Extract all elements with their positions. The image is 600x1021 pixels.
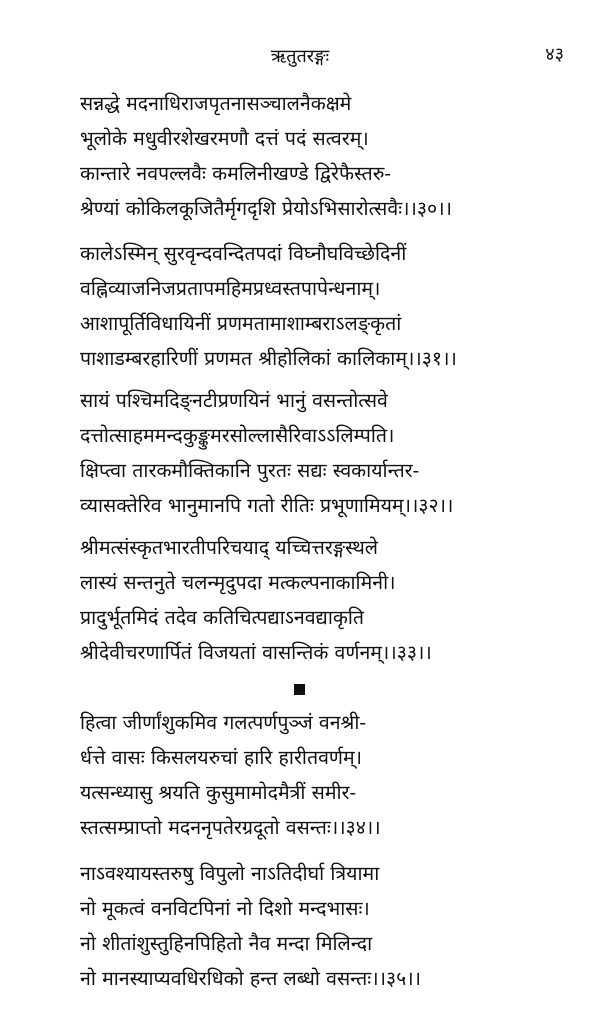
- verse-34: [80, 705, 550, 845]
- verse-line: हित्वा जीर्णांशुकमिव गलत्पर्णपुञ्जं वनश्री-: [80, 711, 366, 734]
- verse-30: [80, 86, 550, 226]
- verse-line: दत्तोत्साहममन्दकुङ्कुमरसोल्लासैरिवाऽऽलिम्पति।: [80, 424, 395, 447]
- verse-32: [80, 383, 550, 523]
- verse-line: भूलोके मधुवीरशेखरमणौ दत्तं पदं सत्वरम्।: [80, 127, 369, 150]
- verse-35: [80, 856, 550, 996]
- verse-31: [80, 236, 550, 376]
- verse-line: क्षिप्त्वा तारकमौक्तिकानि पुरतः सद्यः स्वकार्यान्तर-: [80, 459, 420, 482]
- verse-line: र्धत्ते वासः किसलयरुचां हारि हारीतवर्णम्।: [80, 746, 363, 769]
- section-separator-square: [294, 684, 305, 695]
- verse-line: नो शीतांशुस्तुहिनपिहितो नैव मन्दा मिलिन्दा: [80, 932, 373, 955]
- verse-line: नो मूकत्वं वनविटपिनां नो दिशो मन्दभासः।: [80, 897, 370, 920]
- page-number: ४३: [545, 44, 564, 65]
- verse-line: नो मानस्याप्यवधिरधिको हन्त लब्धो वसन्तः।।३५।।: [80, 967, 422, 990]
- verse-line: लास्यं सन्तनुते चलन्मृदुपदा मत्कल्पनाकामिनी।: [80, 571, 396, 594]
- running-head: ऋतुतरङ्गः: [270, 46, 330, 67]
- verse-line: श्रीदेवीचरणार्पितं विजयतां वासन्तिकं वर्णनम्।।३३।।: [80, 641, 432, 664]
- verse-line: वह्निव्याजनिजप्रतापमहिमप्रध्वस्तपापेन्धनाम्।: [80, 277, 381, 300]
- verse-line: श्रेण्यां कोकिलकूजितैर्मृगदृशि प्रेयोऽभिसारोत्सवैः।।३०।।: [80, 197, 452, 220]
- verse-line: नाऽवश्यायस्तरुषु विपुलो नाऽतिदीर्घा त्रियामा: [80, 862, 380, 885]
- verse-line: कान्तारे नवपल्लवैः कमलिनीखण्डे द्विरेफैस्तरु-: [80, 162, 391, 185]
- verse-line: प्रादुर्भूतमिदं तदेव कतिचित्पद्याऽनवद्याकृति: [80, 606, 365, 629]
- verse-line: सन्नद्धे मदनाधिराजपृतनासञ्चालनैकक्षमे: [80, 92, 352, 115]
- verse-line: स्तत्सम्प्राप्तो मदननृपतेरग्रदूतो वसन्तः।।३४।।: [80, 816, 381, 839]
- verse-line: पाशाडम्बरहारिणीं प्रणमत श्रीहोलिकां कालिकाम्।।३१।।: [80, 347, 457, 370]
- verse-33: [80, 530, 550, 670]
- verse-line: सायं पश्चिमदिङ्नटीप्रणयिनं भानुं वसन्तोत्सवे: [80, 389, 388, 412]
- verse-line: कालेऽस्मिन् सुरवृन्दवन्दितपदां विघ्नौघविच्छेदिनीं: [80, 242, 407, 265]
- verse-line: यत्सन्ध्यासु श्रयति कुसुमामोदमैत्रीं समीर-: [80, 781, 357, 804]
- verse-line: श्रीमत्संस्कृतभारतीपरिचयाद् यच्चित्तरङ्गस्थले: [80, 536, 379, 559]
- verse-line: आशापूर्तिविधायिनीं प्रणमतामाशाम्बराऽलङ्कृतां: [80, 312, 402, 335]
- verse-line: व्यासक्तेरिव भानुमानपि गतो रीतिः प्रभूणामियम्।।३२।।: [80, 494, 454, 517]
